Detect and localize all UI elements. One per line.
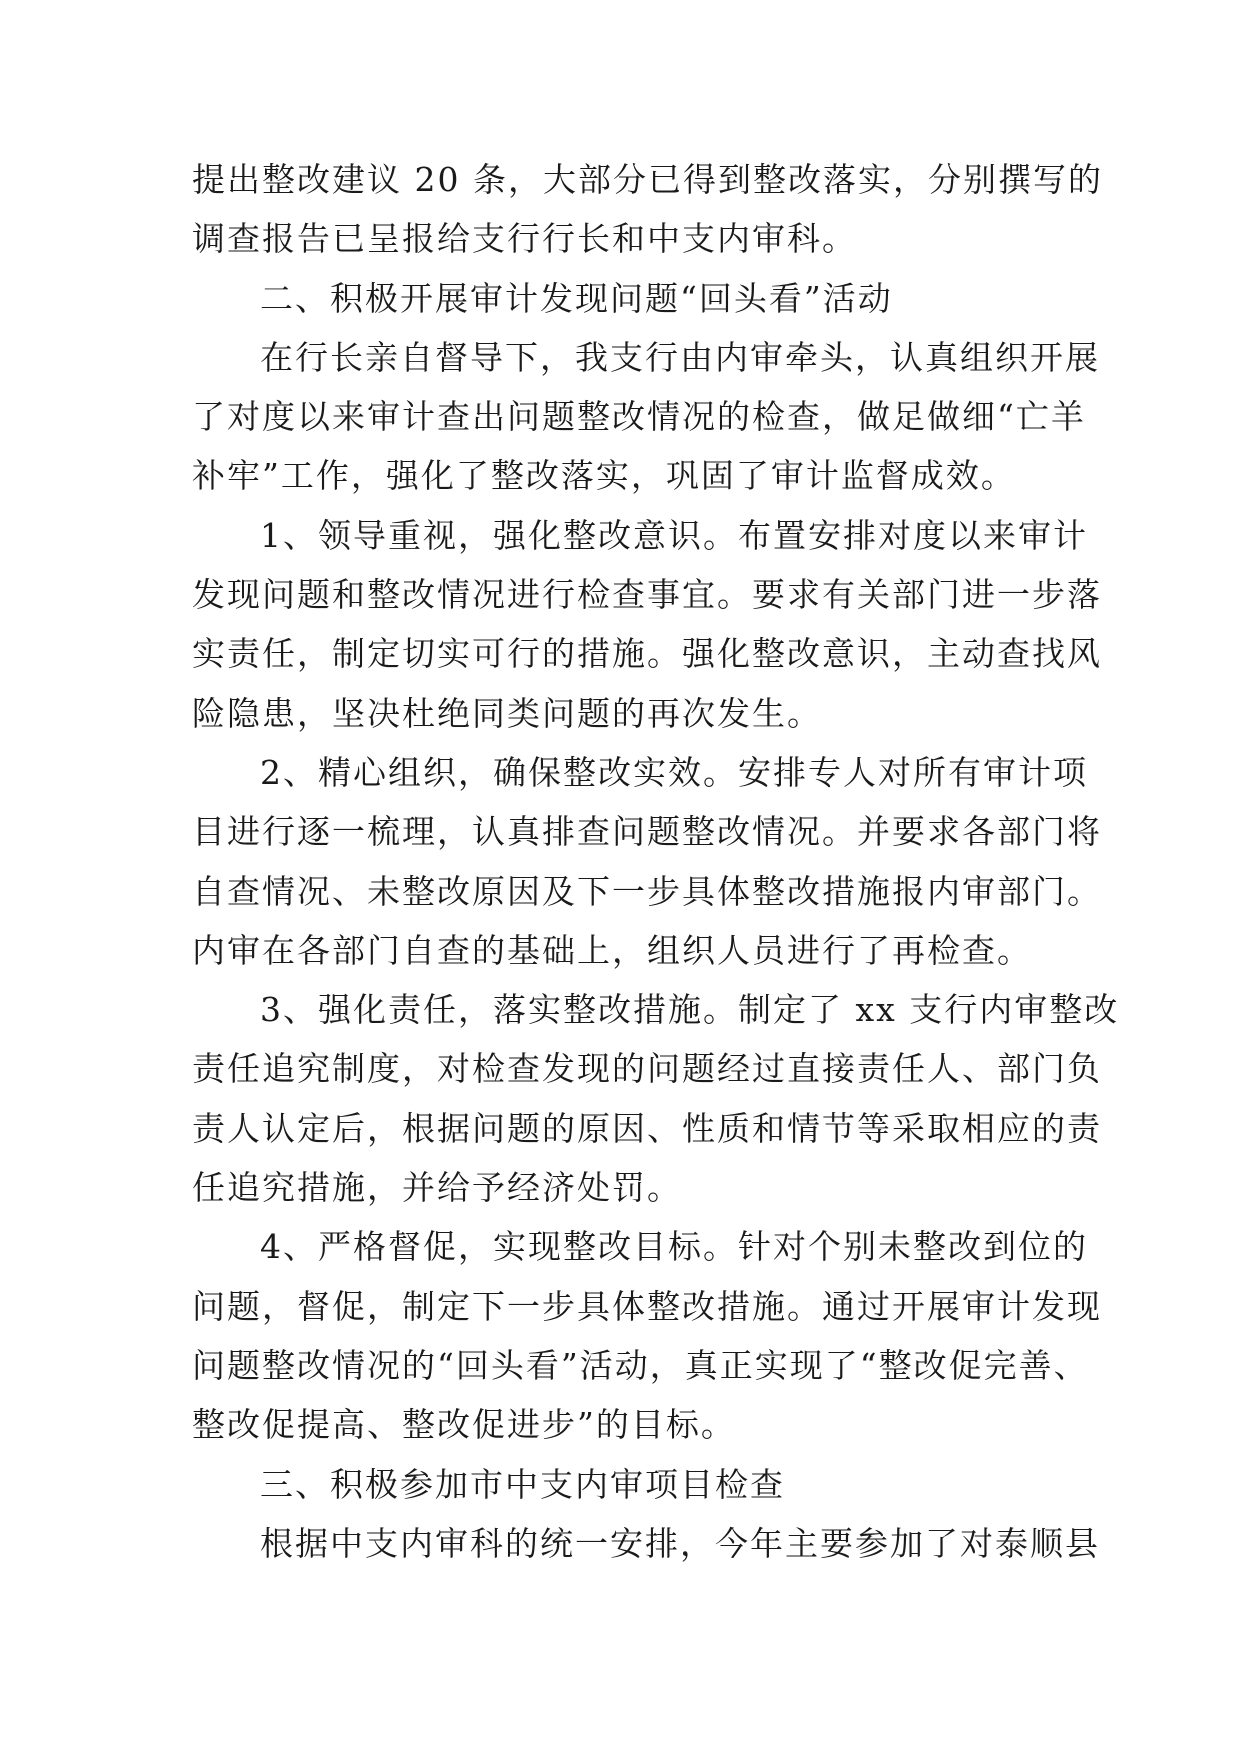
text-line: 责人认定后，根据问题的原因、性质和情节等采取相应的责 <box>192 1108 1102 1148</box>
text-line: 4、严格督促，实现整改目标。针对个别未整改到位的 <box>260 1227 1088 1267</box>
text-line: 问题，督促，制定下一步具体整改措施。通过开展审计发现 <box>192 1286 1102 1326</box>
text-line: 根据中支内审科的统一安排，今年主要参加了对泰顺县 <box>260 1523 1100 1563</box>
text-line: 1、领导重视，强化整改意识。布置安排对度以来审计 <box>260 515 1088 555</box>
text-line: 提出整改建议 20 条，大部分已得到整改落实，分别撰写的 <box>192 160 1103 199</box>
text-line: 二、积极开展审计发现问题“回头看”活动 <box>260 278 893 318</box>
text-line: 补牢”工作，强化了整改落实，巩固了审计监督成效。 <box>192 456 1016 496</box>
text-line: 在行长亲自督导下，我支行由内审牵头，认真组织开展 <box>260 337 1100 377</box>
text-line: 2、精心组织，确保整改实效。安排专人对所有审计项 <box>260 752 1088 792</box>
text-line: 实责任，制定切实可行的措施。强化整改意识，主动查找风 <box>192 634 1102 674</box>
text-line: 了对度以来审计查出问题整改情况的检查，做足做细“亡羊 <box>192 397 1086 437</box>
text-line: 责任追究制度，对检查发现的问题经过直接责任人、部门负 <box>192 1049 1102 1089</box>
text-line: 险隐患，坚决杜绝同类问题的再次发生。 <box>192 693 822 733</box>
text-line: 自查情况、未整改原因及下一步具体整改措施报内审部门。 <box>192 871 1102 911</box>
text-line: 发现问题和整改情况进行检查事宜。要求有关部门进一步落 <box>192 575 1102 615</box>
text-line: 目进行逐一梳理，认真排查问题整改情况。并要求各部门将 <box>192 812 1102 852</box>
text-line: 3、强化责任，落实整改措施。制定了 xx 支行内审整改 <box>260 990 1120 1030</box>
text-line: 任追究措施，并给予经济处罚。 <box>192 1168 682 1208</box>
text-line: 调查报告已呈报给支行行长和中支内审科。 <box>192 219 857 259</box>
text-line: 内审在各部门自查的基础上，组织人员进行了再检查。 <box>192 930 1032 970</box>
text-line: 整改促提高、整改促进步”的目标。 <box>192 1405 736 1445</box>
text-line: 三、积极参加市中支内审项目检查 <box>260 1464 785 1504</box>
document-body <box>192 150 1120 1573</box>
text-line: 问题整改情况的“回头看”活动，真正实现了“整改促完善、 <box>192 1345 1089 1385</box>
